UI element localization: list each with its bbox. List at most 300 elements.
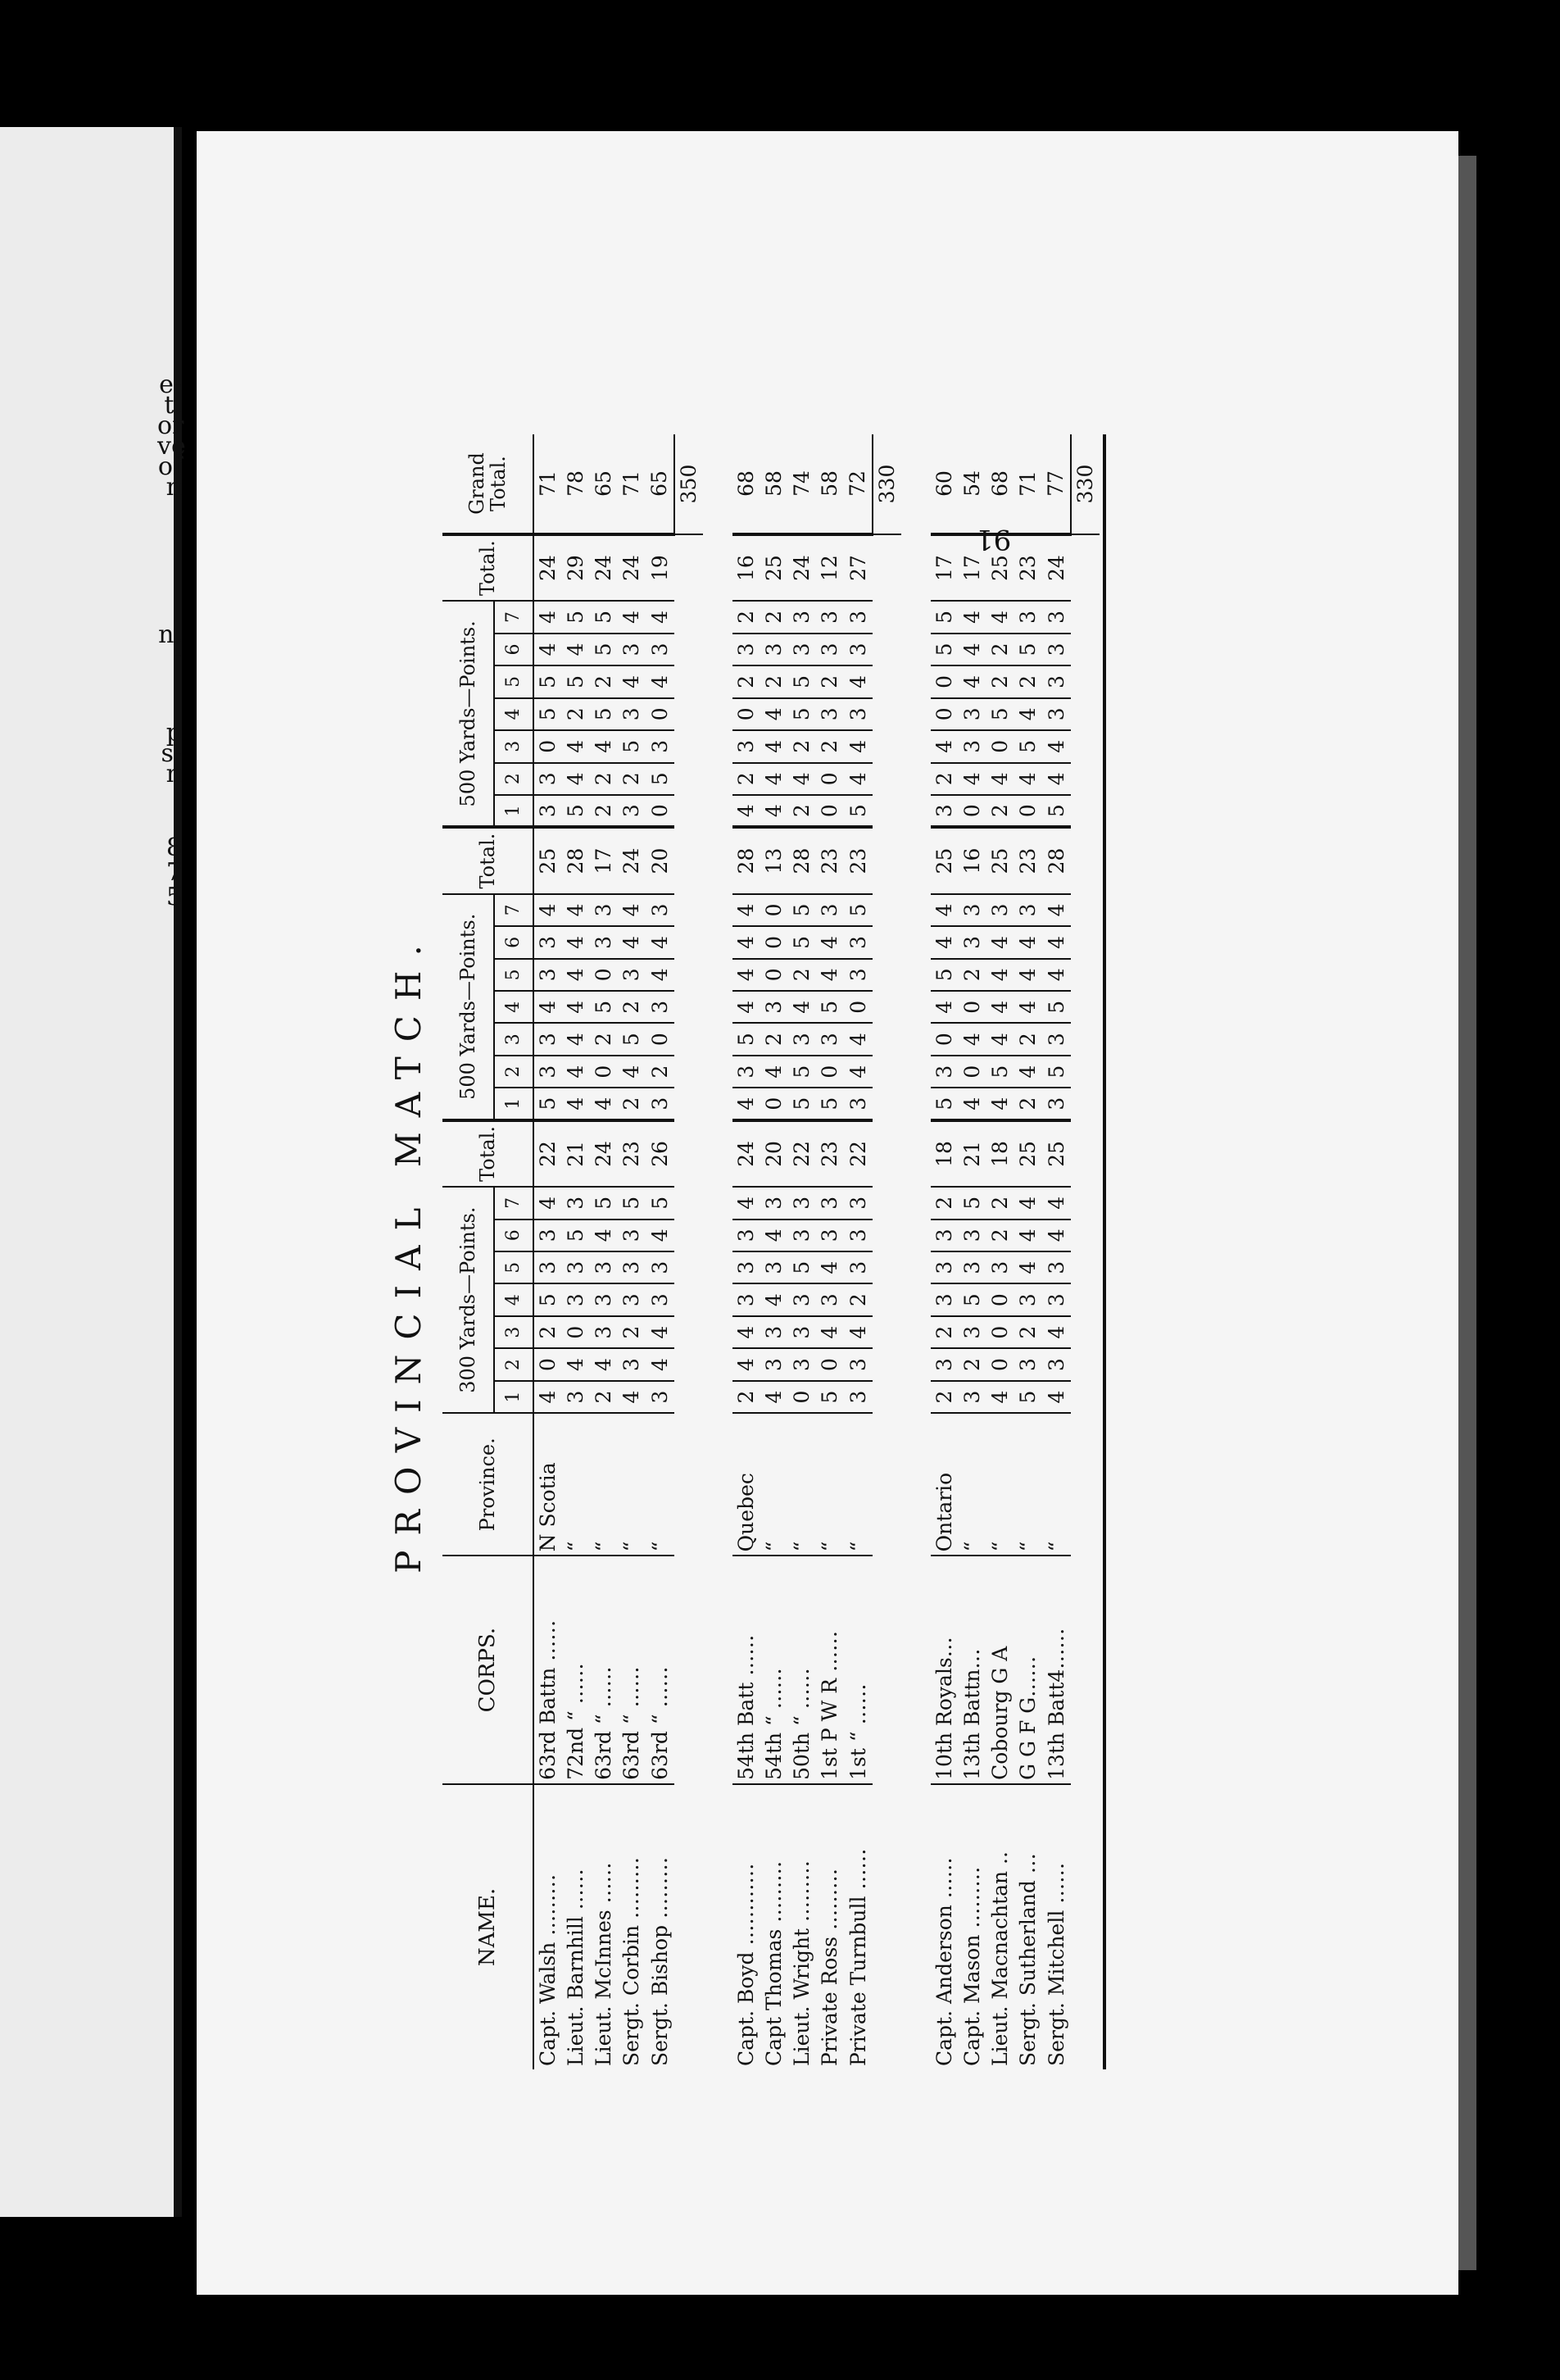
spacer-cell <box>901 763 931 795</box>
empty-cell <box>1071 1023 1100 1055</box>
score-300: 3 <box>788 1220 816 1251</box>
spacer-cell <box>703 1784 732 2069</box>
score-300: 3 <box>1042 1251 1071 1283</box>
score-300: 5 <box>562 1220 590 1251</box>
score-300: 3 <box>618 1251 646 1283</box>
score-500a: 4 <box>562 991 590 1023</box>
score-500a: 4 <box>618 1056 646 1088</box>
score-300: 4 <box>590 1220 618 1251</box>
spacer-cell <box>901 730 931 762</box>
rule-cell <box>1100 1381 1104 1413</box>
rule-cell <box>1100 730 1104 762</box>
score-500a: 5 <box>732 1023 760 1055</box>
score-500a: 3 <box>986 894 1014 926</box>
empty-cell <box>674 730 703 762</box>
empty-cell <box>1071 698 1100 730</box>
header-500-yards-a: 500 Yards—Points. <box>442 894 494 1120</box>
province: “ <box>788 1413 816 1556</box>
grand-total: 77 <box>1042 434 1071 534</box>
total-500a: 16 <box>959 827 986 893</box>
spacer-cell <box>901 1056 931 1088</box>
score-300: 4 <box>646 1220 674 1251</box>
province: “ <box>760 1413 788 1556</box>
empty-cell <box>1071 730 1100 762</box>
total-300: 23 <box>618 1120 646 1187</box>
rule-cell <box>1100 1220 1104 1251</box>
score-500a: 4 <box>646 959 674 991</box>
score-300: 3 <box>844 1348 873 1380</box>
score-300: 4 <box>533 1381 562 1413</box>
score-300: 0 <box>816 1348 844 1380</box>
total-500a: 28 <box>788 827 816 893</box>
score-300: 4 <box>1042 1381 1071 1413</box>
score-300: 0 <box>986 1283 1014 1315</box>
empty-cell <box>873 1348 901 1380</box>
empty-cell <box>1071 991 1100 1023</box>
score-500a: 4 <box>1042 894 1071 926</box>
empty-cell <box>1071 1220 1100 1251</box>
score-500a: 0 <box>760 894 788 926</box>
empty-cell <box>674 991 703 1023</box>
spacer-cell <box>703 434 732 534</box>
empty-cell <box>1071 959 1100 991</box>
total-500b: 24 <box>533 534 562 601</box>
score-300: 4 <box>646 1316 674 1348</box>
score-300: 3 <box>931 1251 959 1283</box>
score-500a: 5 <box>788 1088 816 1120</box>
table-row <box>646 434 674 2069</box>
province: Quebec <box>732 1413 760 1556</box>
score-500a: 4 <box>986 1023 1014 1055</box>
group-sum-row <box>873 434 901 2069</box>
table-row <box>1014 434 1042 2069</box>
score-500a: 4 <box>533 991 562 1023</box>
score-500b: 3 <box>646 634 674 665</box>
corps: 54th “ …… <box>760 1556 788 1784</box>
score-500b: 4 <box>1014 698 1042 730</box>
empty-cell <box>674 795 703 827</box>
score-300: 2 <box>844 1283 873 1315</box>
spacer-cell <box>901 827 931 893</box>
score-300: 0 <box>533 1348 562 1380</box>
competitor-name: Capt. Walsh ……… <box>536 1874 560 2066</box>
score-300: 3 <box>732 1220 760 1251</box>
shot-number-header: 6 <box>494 926 533 958</box>
spacer-cell <box>901 1283 931 1315</box>
score-500a: 3 <box>1042 1088 1071 1120</box>
shot-number-header: 1 <box>494 1381 533 1413</box>
grand-total: 68 <box>986 434 1014 534</box>
group-sum-row <box>1071 434 1100 2069</box>
corps: G G F G…… <box>1014 1556 1042 1784</box>
score-500b: 3 <box>816 634 844 665</box>
competitor-name: Lieut. McInnes …… <box>592 1862 615 2066</box>
total-500b: 25 <box>760 534 788 601</box>
province: “ <box>590 1413 618 1556</box>
score-500b: 3 <box>618 698 646 730</box>
score-300: 4 <box>533 1187 562 1219</box>
empty-cell <box>674 1413 703 1556</box>
score-500a: 4 <box>816 926 844 958</box>
score-500b: 3 <box>959 730 986 762</box>
shot-number-header: 3 <box>494 1023 533 1055</box>
score-500b: 3 <box>1014 601 1042 633</box>
score-300: 5 <box>533 1283 562 1315</box>
left-page-fragment: s- <box>161 739 182 768</box>
score-500b: 3 <box>816 601 844 633</box>
score-500a: 5 <box>816 991 844 1023</box>
left-page-fragment: p <box>166 719 182 747</box>
total-500b: 23 <box>1014 534 1042 601</box>
score-300: 3 <box>844 1381 873 1413</box>
score-500b: 0 <box>816 763 844 795</box>
score-table-body <box>533 434 1104 2069</box>
score-300: 3 <box>788 1283 816 1315</box>
score-500a: 4 <box>562 1088 590 1120</box>
empty-cell <box>873 1088 901 1120</box>
total-500a: 25 <box>986 827 1014 893</box>
score-500b: 2 <box>732 763 760 795</box>
spacer-cell <box>901 634 931 665</box>
total-500b: 25 <box>986 534 1014 601</box>
score-500a: 3 <box>844 1088 873 1120</box>
total-500b: 19 <box>646 534 674 601</box>
province: Ontario <box>931 1413 959 1556</box>
score-500b: 5 <box>646 763 674 795</box>
empty-cell <box>873 959 901 991</box>
score-500a: 4 <box>986 959 1014 991</box>
empty-cell <box>1071 926 1100 958</box>
score-500b: 3 <box>1042 634 1071 665</box>
empty-cell <box>873 730 901 762</box>
empty-cell <box>1071 665 1100 697</box>
score-500b: 4 <box>732 795 760 827</box>
score-500a: 5 <box>1042 991 1071 1023</box>
score-500b: 4 <box>844 665 873 697</box>
score-500b: 5 <box>562 601 590 633</box>
score-300: 4 <box>760 1220 788 1251</box>
shot-number-header: 5 <box>494 665 533 697</box>
score-500b: 4 <box>533 601 562 633</box>
province: “ <box>844 1413 873 1556</box>
competitor-name: Private Turnbull …… <box>846 1848 870 2066</box>
rule-cell <box>1100 959 1104 991</box>
score-500b: 4 <box>1042 763 1071 795</box>
header-total-300: Total. <box>442 1120 533 1187</box>
score-500b: 3 <box>931 795 959 827</box>
total-500a: 28 <box>1042 827 1071 893</box>
score-500a: 5 <box>788 926 816 958</box>
score-500b: 5 <box>986 698 1014 730</box>
total-300: 21 <box>959 1120 986 1187</box>
score-500a: 5 <box>788 1056 816 1088</box>
score-500a: 5 <box>844 894 873 926</box>
score-300: 4 <box>562 1348 590 1380</box>
header-row-top <box>442 434 494 2069</box>
score-500a: 4 <box>931 991 959 1023</box>
score-300: 3 <box>788 1187 816 1219</box>
rule-cell <box>1100 1056 1104 1088</box>
empty-cell <box>873 894 901 926</box>
score-500a: 4 <box>816 959 844 991</box>
score-500b: 3 <box>732 634 760 665</box>
empty-cell <box>1071 1381 1100 1413</box>
score-500b: 5 <box>590 601 618 633</box>
spacer-cell <box>703 698 732 730</box>
score-500b: 4 <box>931 730 959 762</box>
score-500a: 5 <box>618 1023 646 1055</box>
total-300: 21 <box>562 1120 590 1187</box>
left-page-fragment: 8 <box>166 833 182 862</box>
empty-cell <box>873 665 901 697</box>
score-500a: 3 <box>732 1056 760 1088</box>
spacer-cell <box>901 1220 931 1251</box>
score-300: 3 <box>562 1381 590 1413</box>
score-300: 3 <box>959 1381 986 1413</box>
score-500b: 3 <box>618 795 646 827</box>
score-500a: 2 <box>590 1023 618 1055</box>
left-page-fragment: 5 <box>166 883 182 911</box>
corps: 63rd “ …… <box>590 1556 618 1784</box>
spacer-cell <box>703 1556 732 1784</box>
rule-cell <box>1100 1120 1104 1187</box>
empty-cell <box>1071 601 1100 633</box>
total-300: 24 <box>590 1120 618 1187</box>
total-500b: 12 <box>816 534 844 601</box>
left-page-fragment: or <box>157 411 184 440</box>
spacer-cell <box>703 1120 732 1187</box>
rule-cell <box>1100 991 1104 1023</box>
spacer-cell <box>703 926 732 958</box>
rule-cell <box>1100 1316 1104 1348</box>
score-300: 3 <box>732 1283 760 1315</box>
score-300: 5 <box>959 1187 986 1219</box>
score-500a: 3 <box>844 926 873 958</box>
score-300: 4 <box>618 1381 646 1413</box>
spacer-cell <box>901 1187 931 1219</box>
empty-cell <box>873 1187 901 1219</box>
score-500b: 4 <box>562 763 590 795</box>
empty-cell <box>1071 1088 1100 1120</box>
score-500a: 4 <box>1014 926 1042 958</box>
empty-cell <box>674 1023 703 1055</box>
score-500a: 0 <box>590 959 618 991</box>
total-500a: 23 <box>1014 827 1042 893</box>
score-500b: 3 <box>760 634 788 665</box>
rule-cell <box>1100 434 1104 534</box>
grand-total: 65 <box>590 434 618 534</box>
score-500b: 4 <box>562 634 590 665</box>
empty-cell <box>674 534 703 601</box>
score-500b: 4 <box>844 763 873 795</box>
empty-cell <box>1071 1556 1100 1784</box>
score-500a: 4 <box>986 1088 1014 1120</box>
score-500a: 4 <box>732 926 760 958</box>
total-500a: 13 <box>760 827 788 893</box>
spacer-cell <box>703 1381 732 1413</box>
rule-cell <box>1100 1556 1104 1784</box>
empty-cell <box>873 795 901 827</box>
table-row <box>618 434 646 2069</box>
score-300: 3 <box>1042 1283 1071 1315</box>
rule-cell <box>1100 795 1104 827</box>
table-row <box>760 434 788 2069</box>
total-500a: 20 <box>646 827 674 893</box>
corps: 63rd “ …… <box>646 1556 674 1784</box>
score-500b: 5 <box>844 795 873 827</box>
score-300: 3 <box>844 1251 873 1283</box>
shot-number-header: 7 <box>494 601 533 633</box>
score-300: 3 <box>646 1381 674 1413</box>
score-500a: 5 <box>816 1088 844 1120</box>
left-page-fragment: ve <box>157 432 186 461</box>
score-300: 3 <box>590 1283 618 1315</box>
score-500a: 4 <box>931 894 959 926</box>
score-500a: 4 <box>1042 959 1071 991</box>
score-500b: 4 <box>959 634 986 665</box>
score-300: 4 <box>646 1348 674 1380</box>
empty-cell <box>1071 1187 1100 1219</box>
score-300: 3 <box>959 1220 986 1251</box>
score-500b: 3 <box>646 730 674 762</box>
empty-cell <box>1071 1784 1100 2069</box>
spacer-cell <box>901 1023 931 1055</box>
score-500b: 0 <box>732 698 760 730</box>
score-500b: 3 <box>732 730 760 762</box>
empty-cell <box>873 698 901 730</box>
competitor-name: Sergt. Mitchell …… <box>1044 1862 1068 2066</box>
score-300: 4 <box>816 1251 844 1283</box>
score-500a: 5 <box>1042 1056 1071 1088</box>
score-500a: 0 <box>959 991 986 1023</box>
province: “ <box>816 1413 844 1556</box>
score-500a: 4 <box>562 894 590 926</box>
shot-number-header: 2 <box>494 763 533 795</box>
table-row <box>1042 434 1071 2069</box>
spacer-cell <box>901 601 931 633</box>
score-300: 3 <box>562 1251 590 1283</box>
empty-cell <box>674 1187 703 1219</box>
province: “ <box>562 1413 590 1556</box>
empty-cell <box>873 1413 901 1556</box>
score-500b: 2 <box>931 763 959 795</box>
group-grand-sum: 330 <box>873 434 901 534</box>
score-300: 5 <box>816 1381 844 1413</box>
score-500a: 3 <box>590 894 618 926</box>
spacer-cell <box>901 1251 931 1283</box>
score-500a: 3 <box>533 926 562 958</box>
total-500b: 17 <box>931 534 959 601</box>
grand-total: 71 <box>533 434 562 534</box>
score-300: 3 <box>1014 1283 1042 1315</box>
table-row <box>959 434 986 2069</box>
score-300: 3 <box>646 1251 674 1283</box>
total-500a: 17 <box>590 827 618 893</box>
empty-cell <box>873 634 901 665</box>
score-500a: 5 <box>533 1088 562 1120</box>
score-500a: 3 <box>959 926 986 958</box>
spacer-cell <box>703 1056 732 1088</box>
competitor-name: Sergt. Sutherland … <box>1016 1853 1040 2066</box>
score-500a: 4 <box>986 991 1014 1023</box>
score-300: 4 <box>1014 1187 1042 1219</box>
score-300: 4 <box>1014 1220 1042 1251</box>
total-300: 25 <box>1014 1120 1042 1187</box>
score-300: 5 <box>959 1283 986 1315</box>
spacer-cell <box>703 1023 732 1055</box>
score-500a: 4 <box>618 926 646 958</box>
spacer-cell <box>901 1784 931 2069</box>
score-300: 2 <box>959 1348 986 1380</box>
empty-cell <box>674 1088 703 1120</box>
score-300: 3 <box>760 1348 788 1380</box>
empty-cell <box>873 1023 901 1055</box>
score-300: 3 <box>931 1283 959 1315</box>
empty-cell <box>674 894 703 926</box>
score-500b: 5 <box>788 698 816 730</box>
total-500a: 23 <box>844 827 873 893</box>
province: “ <box>1014 1413 1042 1556</box>
competitor-name: Sergt. Bishop ……… <box>647 1856 672 2066</box>
total-300: 22 <box>533 1120 562 1187</box>
score-500b: 3 <box>788 634 816 665</box>
header-corps: CORPS. <box>442 1556 533 1784</box>
score-300: 0 <box>986 1348 1014 1380</box>
empty-cell <box>1071 1251 1100 1283</box>
empty-cell <box>674 634 703 665</box>
score-300: 4 <box>1014 1251 1042 1283</box>
rule-cell <box>1100 926 1104 958</box>
grand-total: 68 <box>732 434 760 534</box>
page-edge-shadow <box>1458 156 1476 2270</box>
score-500a: 2 <box>760 1023 788 1055</box>
score-500a: 2 <box>1014 1088 1042 1120</box>
score-300: 0 <box>788 1381 816 1413</box>
spacer-cell <box>703 1413 732 1556</box>
spacer-cell <box>901 698 931 730</box>
corps: 10th Royals… <box>931 1556 959 1784</box>
total-500b: 24 <box>1042 534 1071 601</box>
score-300: 5 <box>590 1187 618 1219</box>
score-500a: 4 <box>1014 991 1042 1023</box>
empty-cell <box>873 1220 901 1251</box>
group-grand-sum: 350 <box>674 434 703 534</box>
spacer-cell <box>901 894 931 926</box>
spacer-cell <box>901 959 931 991</box>
shot-number-header: 5 <box>494 1251 533 1283</box>
header-name: NAME. <box>442 1784 533 2069</box>
shot-number-header: 3 <box>494 1316 533 1348</box>
rule-cell <box>1100 1784 1104 2069</box>
spacer-cell <box>703 827 732 893</box>
score-500a: 3 <box>816 894 844 926</box>
score-500b: 5 <box>1014 730 1042 762</box>
score-500b: 3 <box>1042 665 1071 697</box>
score-500b: 4 <box>646 665 674 697</box>
score-500b: 3 <box>816 698 844 730</box>
score-500a: 3 <box>533 1056 562 1088</box>
empty-cell <box>873 991 901 1023</box>
total-500a: 28 <box>732 827 760 893</box>
score-300: 5 <box>646 1187 674 1219</box>
empty-cell <box>1071 827 1100 893</box>
score-500b: 4 <box>959 601 986 633</box>
empty-cell <box>873 1251 901 1283</box>
empty-cell <box>674 1784 703 2069</box>
shot-number-header: 2 <box>494 1056 533 1088</box>
score-500a: 2 <box>646 1056 674 1088</box>
score-500b: 5 <box>590 698 618 730</box>
